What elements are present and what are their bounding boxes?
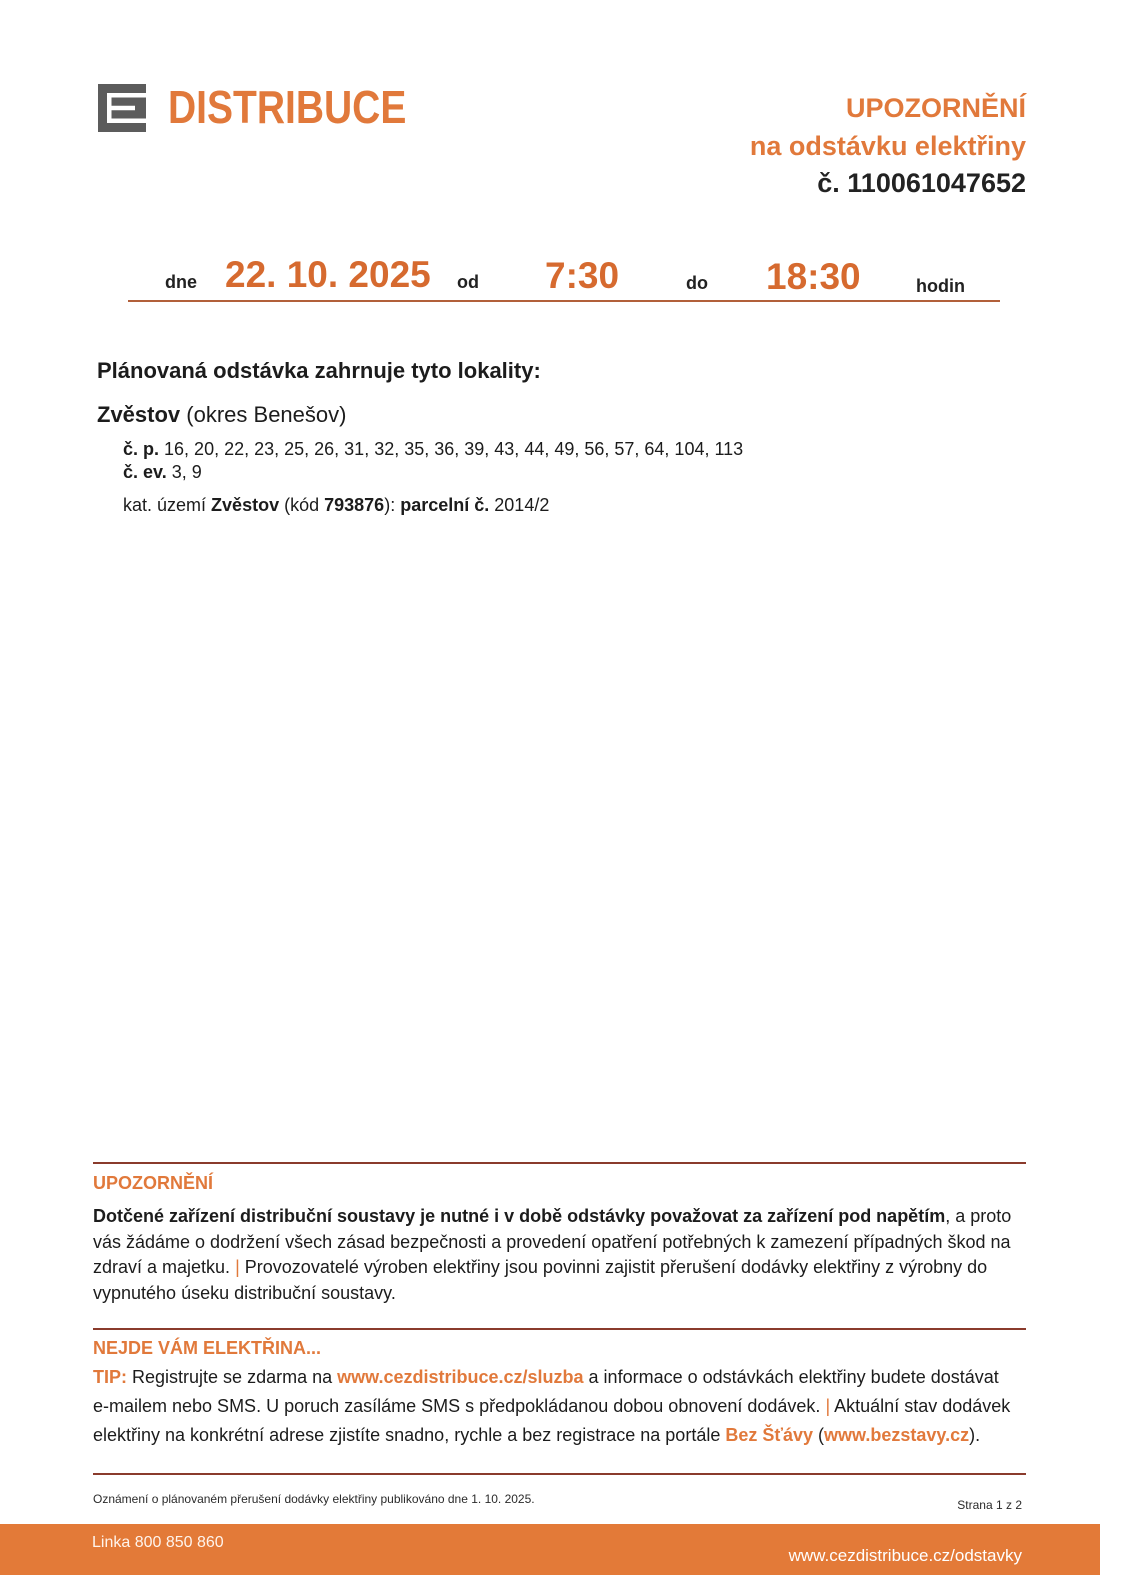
warning-line-3-end: Provozovatelé výroben elektřiny jsou povinni zajistit přerušení dodávky elektřiny z výrobny do: [244, 1257, 988, 1277]
notice-subtitle: na odstávku elektřiny: [749, 131, 1026, 161]
from-label: od: [457, 272, 479, 292]
registry-numbers-label: č. ev.: [123, 462, 167, 482]
parcel-number: 2014/2: [494, 495, 550, 515]
house-numbers: 16, 20, 22, 23, 25, 26, 31, 32, 35, 36, 39, 43, 44, 49, 56, 57, 64, 104, 113: [164, 439, 744, 459]
tip-line-2-end: Aktuální stav dodávek: [834, 1396, 1011, 1416]
tip-line-3-start: elektřiny na konkrétní adrese zjistíte snadno, rychle a bez registrace na portále: [93, 1425, 721, 1445]
cadastral-code-suffix: ):: [384, 495, 396, 515]
tip-line-1-after-link: a informace o odstávkách elektřiny budete dostávat: [588, 1367, 999, 1387]
outages-website: www.cezdistribuce.cz/odstavky: [788, 1546, 1022, 1565]
schedule-underline: [128, 300, 1000, 302]
tip-line-1: [93, 1363, 1010, 1392]
house-numbers-line: [123, 439, 743, 460]
hours-label: hodin: [916, 276, 965, 296]
portal-name: Bez Šťávy: [725, 1425, 814, 1445]
warning-paragraph: [93, 1204, 1011, 1306]
district-name: (okres Benešov): [186, 402, 347, 427]
date-label: dne: [165, 272, 198, 292]
page-indicator: Strana 1 z 2: [957, 1498, 1022, 1512]
warning-top-rule: [93, 1162, 1026, 1164]
locations-heading: Plánovaná odstávka zahrnuje tyto lokality:: [97, 358, 541, 383]
logo-e-bottom-stroke: [107, 119, 146, 124]
to-label: do: [686, 273, 708, 293]
cadastral-prefix: kat. území: [123, 495, 207, 515]
tip-separator: |: [825, 1396, 831, 1416]
tip-top-rule: [93, 1328, 1026, 1330]
logo-e-middle-stroke: [111, 106, 135, 111]
cadastral-code: 793876: [324, 495, 385, 515]
registry-numbers: 3, 9: [171, 462, 202, 482]
house-numbers-label: č. p.: [123, 439, 160, 459]
portal-link: www.bezstavy.cz: [824, 1425, 970, 1445]
cadastral-code-prefix: (kód: [284, 495, 320, 515]
registration-link: www.cezdistribuce.cz/sluzba: [337, 1367, 584, 1387]
registry-numbers-line: [123, 462, 202, 483]
notice-number: č. 110061047652: [817, 168, 1026, 198]
tip-line-1-before-link: Registrujte se zdarma na: [132, 1367, 333, 1387]
warning-line-3: [93, 1255, 1011, 1281]
portal-paren-open: (: [818, 1425, 825, 1445]
warning-separator: |: [235, 1257, 240, 1277]
portal-paren-close: ).: [969, 1425, 981, 1445]
hotline-number: Linka 800 850 860: [92, 1534, 224, 1551]
warning-line-4: vypnutého úseku distribuční soustavy.: [93, 1282, 396, 1303]
municipality-name: Zvěstov: [97, 402, 181, 427]
cadastral-area: Zvěstov: [211, 495, 280, 515]
tip-paragraph: [93, 1363, 1010, 1450]
warning-heading: UPOZORNĚNÍ: [93, 1173, 214, 1193]
brand-wordmark: DISTRIBUCE: [168, 83, 407, 134]
warning-line-1-rest: , a proto: [945, 1206, 1012, 1226]
municipality-line: [97, 402, 346, 427]
tip-bottom-rule: [93, 1473, 1026, 1475]
tip-heading: NEJDE VÁM ELEKTŘINA...: [93, 1338, 322, 1358]
warning-line-2: vás žádáme o dodržení všech zásad bezpečnosti a provedení opatření potřebných k zamezení případných škod na: [93, 1231, 1011, 1252]
warning-line-3-start: zdraví a majetku.: [93, 1257, 231, 1277]
tip-line-2-start: e-mailem nebo SMS. U poruch zasíláme SMS s předpokládanou dobou obnovení dodávek.: [93, 1396, 821, 1416]
cadastral-line: [123, 495, 549, 516]
tip-line-2: [93, 1392, 1010, 1421]
outage-start-time: 7:30: [545, 255, 620, 296]
warning-emphasis: Dotčené zařízení distribuční soustavy je nutné i v době odstávky považovat za zařízení pod napětím: [93, 1206, 946, 1226]
warning-line-1: [93, 1204, 1011, 1230]
parcel-label: parcelní č.: [400, 495, 490, 515]
tip-label: TIP:: [93, 1367, 127, 1387]
notice-title: UPOZORNĚNÍ: [845, 93, 1026, 123]
outage-date: 22. 10. 2025: [225, 254, 431, 295]
cez-logo-svg: [98, 84, 146, 132]
logo-e-top-stroke: [107, 93, 146, 98]
tip-line-3: [93, 1421, 1010, 1450]
outage-end-time: 18:30: [766, 256, 861, 297]
publication-note: Oznámení o plánovaném přerušení dodávky elektřiny publikováno dne 1. 10. 2025.: [93, 1492, 535, 1506]
cez-logo-icon: [98, 84, 146, 132]
